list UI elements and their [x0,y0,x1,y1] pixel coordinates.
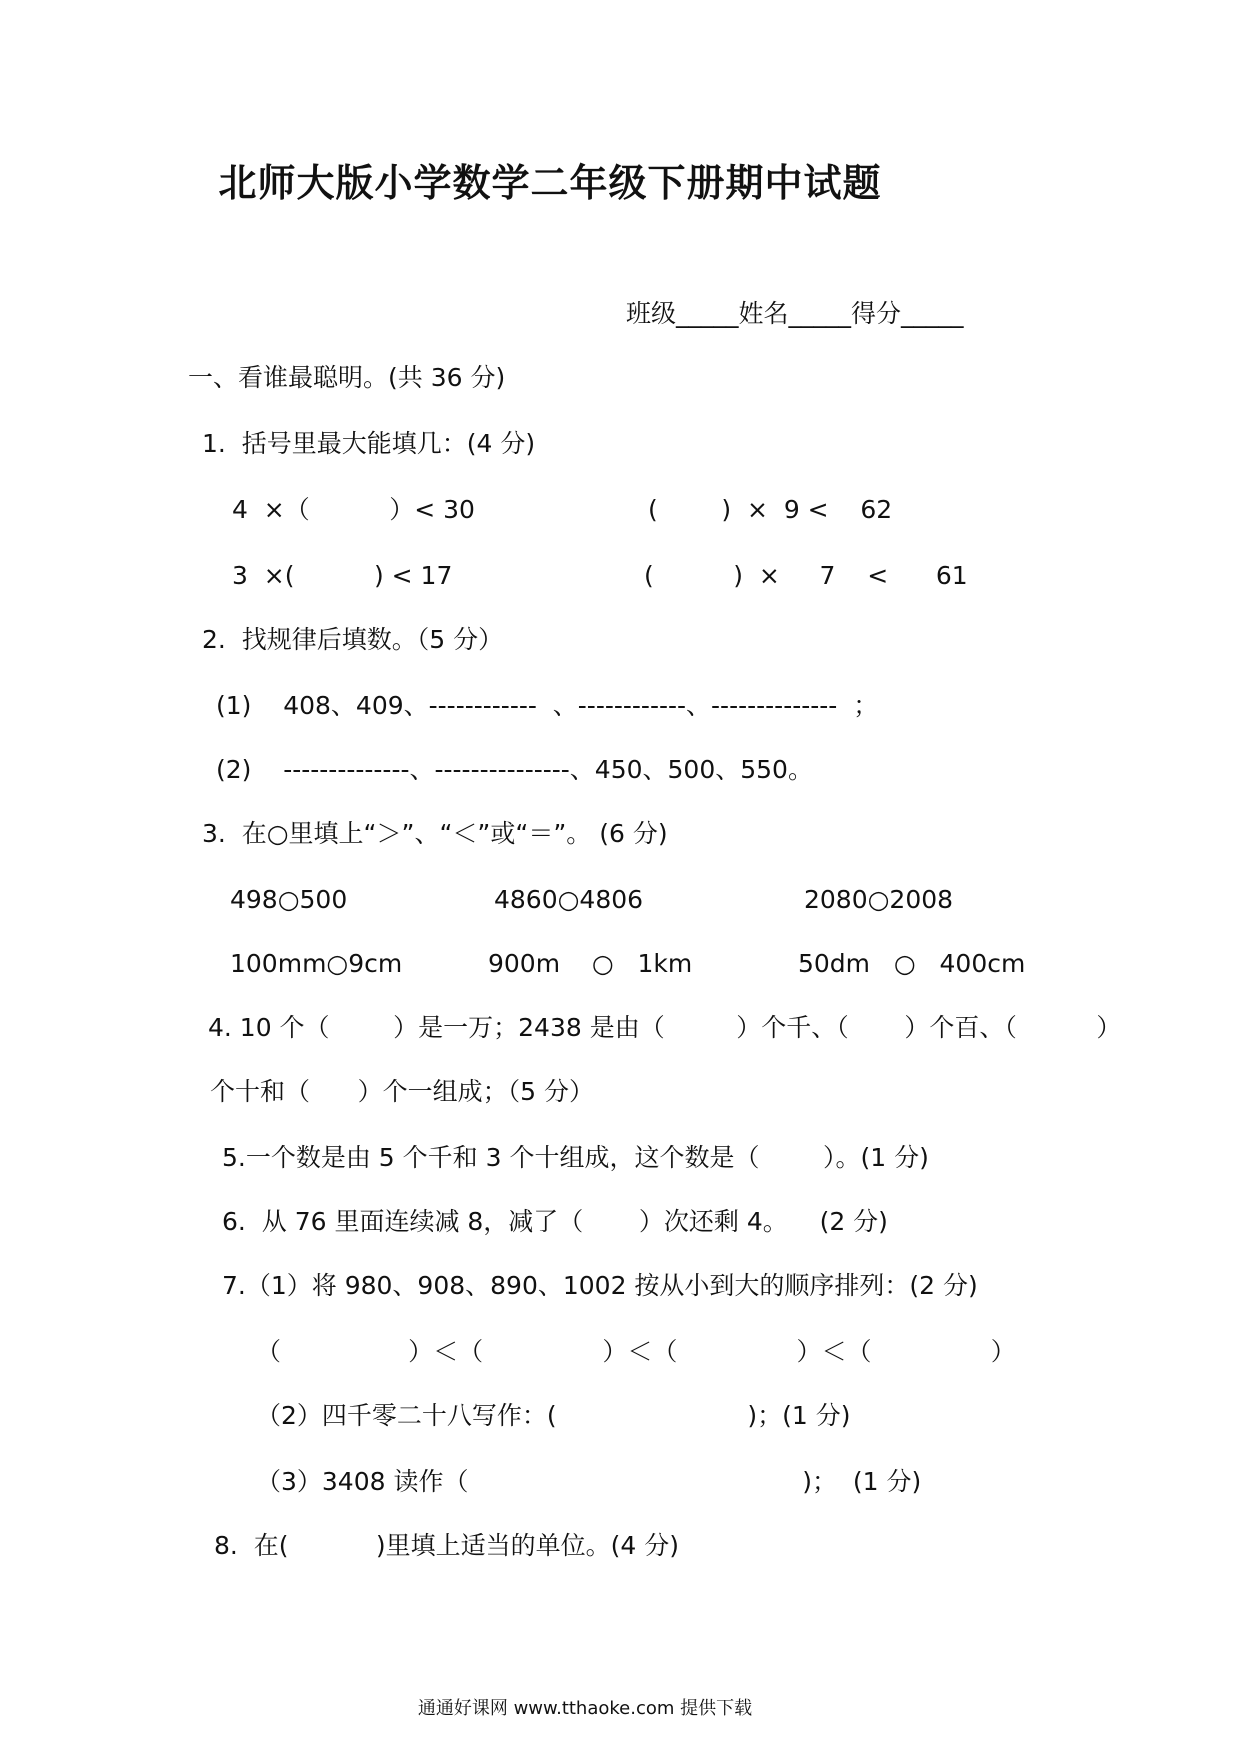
question-1-row-1-right: ( ) × 9 < 62 [648,495,893,524]
question-2-line-1: (1) 408、409、------------ 、------------、-------------- ； [216,691,879,720]
question-1-row-1-left: 4 ×（ ）< 30 [232,495,475,524]
question-6: 6. 从 76 里面连续减 8，减了（ ）次还剩 4。 (2 分) [222,1207,888,1236]
question-2-heading: 2. 找规律后填数。（5 分） [202,625,504,654]
question-3-heading: 3. 在○里填上“＞”、“＜”或“＝”。 (6 分) [202,819,668,848]
question-1-heading: 1. 括号里最大能填几：(4 分) [202,429,536,458]
question-3-row-1-item-3: 2080○2008 [804,885,954,914]
question-4-line-1: 4. 10 个（ ）是一万；2438 是由（ ）个千、（ ）个百、（ ） [208,1013,1122,1042]
page-title: 北师大版小学数学二年级下册期中试题 [218,161,882,205]
question-7-line-1: 7.（1）将 980、908、890、1002 按从小到大的顺序排列：(2 分) [222,1271,978,1300]
question-8: 8. 在( )里填上适当的单位。(4 分) [214,1531,680,1560]
section-one-heading: 一、看谁最聪明。(共 36 分) [188,363,506,392]
question-3-row-2-item-1: 100mm○9cm [230,949,403,978]
question-2-line-2: (2) --------------、---------------、450、500、550。 [216,755,813,784]
question-3-row-2-item-3: 50dm ○ 400cm [798,949,1026,978]
question-5: 5.一个数是由 5 个千和 3 个十组成，这个数是（ ）。(1 分) [222,1143,929,1172]
question-7-line-3: （2）四千零二十八写作：( )；(1 分) [256,1401,851,1430]
page-footer: 通通好课网 www.tthaoke.com 提供下载 [417,1698,753,1719]
question-1-row-2-left: 3 ×( ) < 17 [232,561,453,590]
question-7-line-4: （3）3408 读作（ )； (1 分) [256,1467,922,1496]
question-3-row-2-item-2: 900m ○ 1km [488,949,693,978]
question-4-line-2: 个十和（ ）个一组成；（5 分） [210,1077,595,1106]
question-3-row-1-item-2: 4860○4806 [494,885,644,914]
student-info-line: 班级_____姓名_____得分_____ [626,299,964,328]
question-1-row-2-right: ( ) × 7 < 61 [644,561,968,590]
question-7-line-2: （ ）＜（ ）＜（ ）＜（ ） [256,1337,1016,1366]
question-3-row-1-item-1: 498○500 [230,885,348,914]
